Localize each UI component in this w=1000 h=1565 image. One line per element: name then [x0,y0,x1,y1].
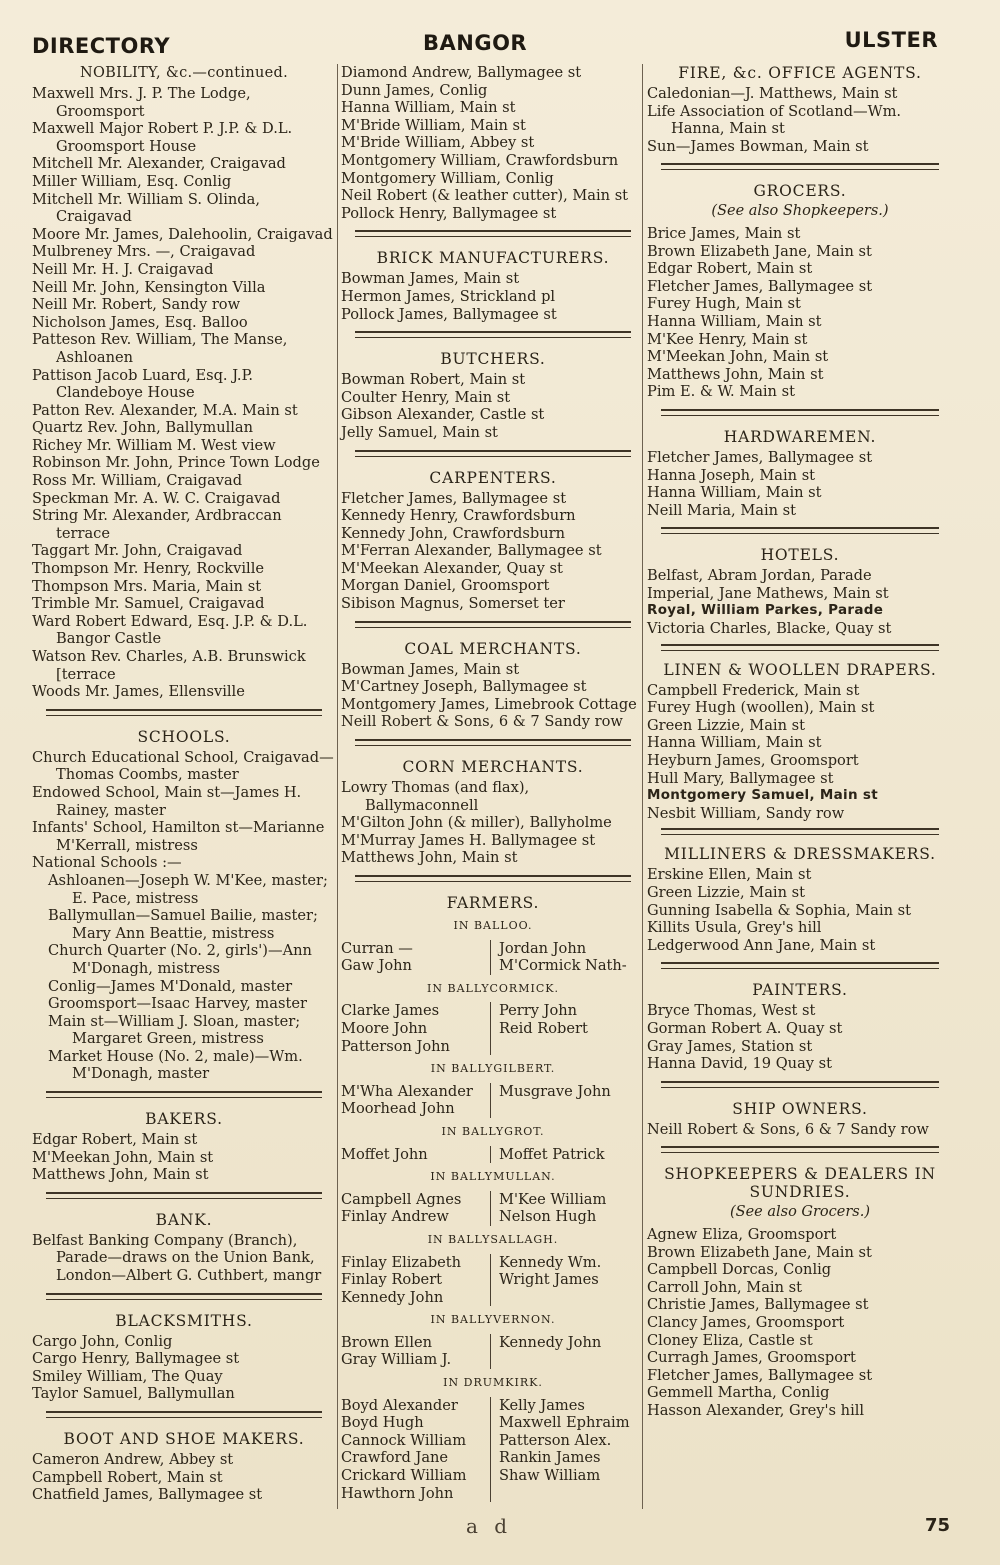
signature-mark: a d [466,1514,513,1538]
farmer-name: Nelson Hugh [499,1208,597,1226]
schools-list [32,749,336,872]
list-item: Hanna William, Main st [647,312,822,330]
list-item: Hanna William, Main st [647,484,822,502]
farmer-name: Kennedy John [499,1333,602,1351]
farmer-left-column [341,1146,491,1164]
list-item: Bowman James, Main st [341,270,520,288]
nobility-list [32,85,336,701]
section-rule [46,1411,322,1418]
farm-townland: IN BALLYCORMICK. [427,981,559,995]
list-item: Thompson Mr. Henry, Rockville [32,560,265,578]
farmer-right-column [491,1397,645,1503]
list-item: Neill Mr. John, Kensington Villa [32,278,266,296]
list-item: Gibson Alexander, Castle st [341,406,545,424]
list-item: M'Ferran Alexander, Ballymagee st [341,542,602,560]
section-rule [46,1091,322,1098]
farmer-name: Shaw William [499,1467,601,1485]
section-heading: LINEN & WOOLLEN DRAPERS. [663,660,937,679]
list-item: Hanna William, Main st [341,99,516,117]
list-item: Coulter Henry, Main st [341,388,511,406]
list-item: M'Gilton John (& miller), Ballyholme [341,814,612,832]
farmer-pair-grid [341,1002,645,1055]
list-item: Fletcher James, Ballymagee st [647,448,873,466]
section-heading: FARMERS. [446,894,540,912]
farmer-name: Moorhead John [341,1100,455,1118]
list-item: Hasson Alexander, Grey's hill [647,1401,865,1419]
list-item: Woods Mr. James, Ellensville [32,683,245,701]
farmer-left-column [341,1002,491,1055]
list-item: Brice James, Main st [647,224,801,242]
list-item: M'Murray James H. Ballymagee st [341,831,596,849]
farmer-name: Hawthorn John [341,1484,454,1502]
list-item: Ross Mr. William, Craigavad [32,472,243,490]
list-item: Green Lizzie, Main st [647,716,805,734]
list-item: Montgomery William, Conlig [341,169,554,187]
brick-list [341,270,645,323]
section-heading: BUTCHERS. [440,350,546,369]
list-item: Hull Mary, Ballymagee st [647,769,834,787]
farmer-pair-grid [341,1397,645,1503]
hardware-list [647,449,953,519]
section-heading: MILLINERS & DRESSMAKERS. [664,845,936,864]
list-item: Cargo John, Conlig [32,1332,173,1350]
header-province: ULSTER [844,28,938,52]
farmer-name: Cannock William [341,1431,467,1449]
list-item: Campbell Robert, Main st [32,1468,223,1486]
section-heading: BAKERS. [145,1110,223,1129]
section-heading: HARDWAREMEN. [723,427,877,446]
list-item: Ward Robert Edward, Esq. J.P. & D.L. Bangor Castle [32,612,308,648]
section-rule [355,739,631,746]
list-item: Clancy James, Groomsport [647,1313,845,1331]
farmer-name: Gray William J. [341,1351,452,1369]
milliners-list [647,866,953,954]
list-item: Montgomery William, Crawfordsburn [341,151,619,169]
farmer-right-column [491,1146,645,1164]
list-item: Ledgerwood Ann Jane, Main st [647,936,876,954]
section-rule [46,1192,322,1199]
section-rule [661,962,939,969]
section-rule [46,1293,322,1300]
farmer-name: M'Kee William [499,1190,607,1208]
list-item: Imperial, Jane Mathews, Main st [647,584,889,602]
section-rule [661,644,939,651]
list-item: Carroll John, Main st [647,1278,802,1296]
list-item: Montgomery James, Limebrook Cottage [341,695,637,713]
list-item: Ashloanen—Joseph W. M'Kee, master; E. Pace, mistress [48,871,328,907]
farmer-name: Reid Robert [499,1019,588,1037]
farmer-left-column [341,1334,491,1369]
farmer-left-column [341,1083,491,1118]
farmer-pair-grid [341,940,645,975]
list-item: Agnew Eliza, Groomsport [647,1225,837,1243]
farmer-name: Finlay Robert [341,1271,443,1289]
list-item: Taylor Samuel, Ballymullan [32,1385,235,1403]
list-item: Matthews John, Main st [32,1166,209,1184]
section-heading: PAINTERS. [752,981,848,1000]
national-schools-list [32,872,336,1083]
farmer-name: Curran — [341,939,413,957]
list-item: Miller William, Esq. Conlig [32,172,232,190]
list-item: Victoria Charles, Blacke, Quay st [647,620,892,638]
section-heading: SHIP OWNERS. [732,1099,868,1118]
grocers-list [647,225,953,401]
list-item: String Mr. Alexander, Ardbraccan terrace [32,507,282,542]
list-item: Diamond Andrew, Ballymagee st [341,64,582,81]
section-heading: FIRE, &c. OFFICE AGENTS. [678,64,922,82]
farmer-name: Boyd Alexander [341,1396,458,1414]
farmer-name: Moffet Patrick [499,1145,605,1163]
farmer-name: Crickard William [341,1467,467,1485]
shopkeepers-list [647,1226,953,1420]
list-item: Pollock James, Ballymagee st [341,305,557,323]
list-item: Neill Robert & Sons, 6 & 7 Sandy row [341,713,623,731]
farm-townland: IN BALLYMULLAN. [430,1170,556,1184]
boot-makers-list [32,1451,336,1504]
list-item: Chatfield James, Ballymagee st [32,1486,263,1504]
farmer-pair-grid [341,1083,645,1118]
list-item: Hermon James, Strickland pl [341,287,556,305]
farm-townland: IN BALLYGILBERT. [430,1062,556,1076]
list-item: M'Kee Henry, Main st [647,330,808,348]
list-item: Life Association of Scotland—Wm. Hanna, Main st [647,102,902,138]
list-item: M'Cartney Joseph, Ballymagee st [341,678,587,696]
farmer-left-column [341,940,491,975]
list-item: Neil Robert (& leather cutter), Main st [341,187,629,205]
farmer-name: Jordan John [499,939,587,957]
farmer-left-column [341,1191,491,1226]
list-item: Maxwell Major Robert P. J.P. & D.L. Groomsport House [32,120,293,155]
list-item: Speckman Mr. A. W. C. Craigavad [32,489,281,507]
farmer-name: Kennedy John [341,1288,444,1306]
farmer-name: Brown Ellen [341,1333,433,1351]
running-head [30,26,938,60]
section-rule [355,230,631,237]
list-item: Belfast Banking Company (Branch), Parade—draws on the Union Bank, London—Albert G. Cuthbert, mangr [32,1231,322,1285]
list-item: Nicholson James, Esq. Balloo [32,313,248,331]
farmers-list [341,917,645,1502]
section-heading: SCHOOLS. [137,727,231,746]
farmer-name: Perry John [499,1002,578,1020]
list-item: Fletcher James, Ballymagee st [341,489,567,507]
farmer-pair-grid [341,1191,645,1226]
list-item: Thompson Mrs. Maria, Main st [32,577,262,595]
farmer-right-column [491,940,645,975]
list-item: Brown Elizabeth Jane, Main st [647,1243,872,1261]
list-item: Mitchell Mr. William S. Olinda, Craigavad [32,190,260,226]
list-item: Trimble Mr. Samuel, Craigavad [32,595,265,613]
carpenters-list [341,490,645,613]
list-item: Maxwell Mrs. J. P. The Lodge, Groomsport [32,85,251,120]
section-heading: GROCERS. [753,182,847,201]
list-item: M'Meekan John, Main st [32,1148,214,1166]
section-heading: CARPENTERS. [429,468,557,487]
list-item: Morgan Daniel, Groomsport [341,577,550,595]
farm-townland: IN BALLYSALLAGH. [427,1232,559,1246]
blacksmiths-list [32,1333,336,1403]
list-item: Edgar Robert, Main st [647,260,813,278]
list-item: M'Bride William, Main st [341,116,526,134]
farmer-name: Kennedy Wm. [499,1253,602,1271]
list-item: Kennedy Henry, Crawfordsburn [341,507,576,525]
list-item: Neill Maria, Main st [647,501,797,519]
farmer-pair-grid [341,1334,645,1369]
list-item: Groomsport—Isaac Harvey, master [48,995,307,1013]
list-item: Patton Rev. Alexander, M.A. Main st [32,401,298,419]
list-item: Gemmell Martha, Conlig [647,1384,830,1402]
list-item: Taggart Mr. John, Craigavad [32,542,243,560]
list-item: Mulbreney Mrs. —, Craigavad [32,243,256,261]
list-item: National Schools :— [32,854,182,872]
section-rule [661,1146,939,1153]
list-item: Bryce Thomas, West st [647,1002,816,1020]
page-number: 75 [925,1515,951,1536]
farmer-name: Clarke James [341,1002,440,1020]
section-rule [355,621,631,628]
farmer-name: Finlay Elizabeth [341,1253,462,1271]
list-item: Jelly Samuel, Main st [341,423,498,441]
farmer-name: Musgrave John [499,1082,611,1100]
farmer-right-column [491,1191,645,1226]
list-item: Green Lizzie, Main st [647,884,805,901]
farmer-name: M'Cormick Nath- [499,957,627,975]
list-item: Mitchell Mr. Alexander, Craigavad [32,155,286,173]
section-rule [355,450,631,457]
list-item: Matthews John, Main st [341,849,518,867]
list-item: Hanna David, 19 Quay st [647,1055,833,1073]
section-rule [661,527,939,534]
section-note: (See also Shopkeepers.) [711,203,889,220]
list-item: Conlig—James M'Donald, master [48,977,293,995]
list-item: Furey Hugh, Main st [647,295,801,313]
list-item: Cargo Henry, Ballymagee st [32,1350,240,1368]
list-item: Richey Mr. William M. West view [32,436,276,454]
list-item: Bowman Robert, Main st [341,371,526,389]
farmer-name: Gaw John [341,957,412,975]
farmer-pair-grid [341,1254,645,1307]
list-item: Gunning Isabella & Sophia, Main st [647,901,912,919]
list-item: Gray James, Station st [647,1037,813,1055]
column-1 [32,64,336,1504]
list-item: Main st—William J. Sloan, master; Margaret Green, mistress [48,1012,301,1048]
fire-agents-list [647,85,953,155]
header-town: BANGOR [423,31,528,55]
farmer-name: Moffet John [341,1145,428,1163]
list-item: Matthews John, Main st [647,365,824,383]
farmer-name: M'Wha Alexander [341,1082,473,1100]
list-item: Hanna William, Main st [647,734,822,752]
farm-townland: IN BALLYGROT. [441,1124,545,1138]
list-item: Robinson Mr. John, Prince Town Lodge [32,454,320,472]
list-item: Belfast, Abram Jordan, Parade [647,567,872,585]
list-item: Pollock Henry, Ballymagee st [341,204,557,222]
section-rule [46,709,322,716]
farmer-name: Finlay Andrew [341,1208,449,1226]
farmer-pair-grid [341,1146,645,1164]
list-item: Patteson Rev. William, The Manse, Ashloanen [32,331,288,366]
section-heading: BANK. [155,1210,213,1229]
farmer-name: Patterson John [341,1037,450,1055]
section-heading: BLACKSMITHS. [115,1311,253,1330]
list-item: Christie James, Ballymagee st [647,1296,869,1314]
section-heading: HOTELS. [760,546,840,565]
list-item: Neill Robert & Sons, 6 & 7 Sandy row [647,1120,929,1138]
farmer-left-column [341,1397,491,1503]
list-item: Kennedy John, Crawfordsburn [341,524,565,542]
list-item: Cameron Andrew, Abbey st [32,1451,234,1468]
section-heading: BRICK MANUFACTURERS. [376,249,610,268]
farm-townland: IN BALLYVERNON. [430,1313,556,1327]
list-item: Caledonian—J. Matthews, Main st [647,85,898,102]
list-item: M'Meekan Alexander, Quay st [341,559,563,577]
section-heading: SHOPKEEPERS & DEALERS IN SUNDRIES. [664,1165,936,1202]
header-directory: DIRECTORY [32,34,171,58]
list-item: Killits Usula, Grey's hill [647,919,822,937]
corn-list [341,779,645,867]
section-rule [355,875,631,882]
list-item: Sun—James Bowman, Main st [647,137,869,155]
list-item: Curragh James, Groomsport [647,1349,856,1367]
list-item: Watson Rev. Charles, A.B. Brunswick [terrace [32,648,306,683]
section-rule [661,409,939,416]
list-item-bold: Montgomery Samuel, Main st [647,787,878,804]
farm-townland: IN DRUMKIRK. [443,1376,543,1390]
butchers-list [341,371,645,441]
section-note: (See also Grocers.) [729,1204,870,1221]
list-item: Nesbit William, Sandy row [647,804,845,822]
list-item: Ballymullan—Samuel Bailie, master; Mary Ann Beattie, mistress [48,907,318,942]
section-heading: COAL MERCHANTS. [404,639,582,658]
farmer-right-column [491,1334,645,1369]
column-2 [341,64,645,1502]
section-rule [661,163,939,170]
list-item: Sibison Magnus, Somerset ter [341,595,565,613]
farmer-name: Wright James [499,1271,599,1289]
boot-makers-continued-list [341,64,645,222]
list-item: Campbell Dorcas, Conlig [647,1261,832,1279]
list-item: Edgar Robert, Main st [32,1131,198,1149]
list-item: Neill Mr. H. J. Craigavad [32,260,214,278]
list-item: Fletcher James, Ballymagee st [647,1366,873,1384]
bakers-list [32,1131,336,1184]
list-item: Erskine Ellen, Main st [647,866,812,884]
list-item: Pim E. & W. Main st [647,383,795,401]
farmer-left-column [341,1254,491,1307]
coal-list [341,661,645,731]
list-item: Lowry Thomas (and flax), Ballymaconnell [341,779,530,814]
section-heading: NOBILITY, &c.—continued. [79,65,289,81]
list-item: Campbell Frederick, Main st [647,681,860,699]
farmer-name: Moore John [341,1019,428,1037]
farmer-name: Boyd Hugh [341,1414,424,1432]
list-item: Quartz Rev. John, Ballymullan [32,419,254,437]
farmer-name: Maxwell Ephraim [499,1414,630,1432]
farmer-name: Campbell Agnes [341,1190,462,1208]
farmer-name: Rankin James [499,1449,601,1467]
farmer-right-column [491,1254,645,1307]
farmer-name: Kelly James [499,1396,585,1414]
farm-townland: IN BALLOO. [453,919,533,932]
section-heading: BOOT AND SHOE MAKERS. [63,1430,305,1448]
list-item: Church Quarter (No. 2, girls')—Ann M'Donagh, mistress [48,942,312,977]
farmer-right-column [491,1002,645,1055]
list-item: M'Bride William, Abbey st [341,134,535,152]
column-3 [647,64,953,1419]
farmer-name: Crawford Jane [341,1449,449,1467]
section-rule [661,828,939,835]
ship-owners-list [647,1121,953,1139]
list-item: Endowed School, Main st—James H. Rainey, master [32,783,302,819]
list-item-bold: Royal, William Parkes, Parade [647,602,884,619]
section-heading: CORN MERCHANTS. [402,758,584,777]
list-item: Market House (No. 2, male)—Wm. M'Donagh, master [48,1047,303,1083]
list-item: Heyburn James, Groomsport [647,752,859,770]
farmer-name: Patterson Alex. [499,1431,612,1449]
list-item: Cloney Eliza, Castle st [647,1331,813,1349]
list-item: Hanna Joseph, Main st [647,466,816,484]
painters-list [647,1002,953,1072]
farmer-right-column [491,1083,645,1118]
bank-list [32,1232,336,1285]
list-item: Neill Mr. Robert, Sandy row [32,296,241,314]
list-item: Moore Mr. James, Dalehoolin, Craigavad [32,225,333,243]
list-item: Dunn James, Conlig [341,81,488,99]
list-item: Church Educational School, Craigavad—Thomas Coombs, master [32,748,334,784]
section-rule [661,1081,939,1088]
list-item: Gorman Robert A. Quay st [647,1019,843,1037]
list-item: Fletcher James, Ballymagee st [647,277,873,295]
list-item: Pattison Jacob Luard, Esq. J.P. Clandeboye House [32,366,254,402]
section-rule [355,331,631,338]
list-item: Brown Elizabeth Jane, Main st [647,242,872,260]
column-divider [337,64,338,1509]
list-item: M'Meekan John, Main st [647,348,829,366]
list-item: Infants' School, Hamilton st—Marianne M'Kerrall, mistress [32,819,325,854]
list-item: Furey Hugh (woollen), Main st [647,699,875,717]
list-item: Smiley William, The Quay [32,1367,223,1385]
list-item: Bowman James, Main st [341,660,520,678]
